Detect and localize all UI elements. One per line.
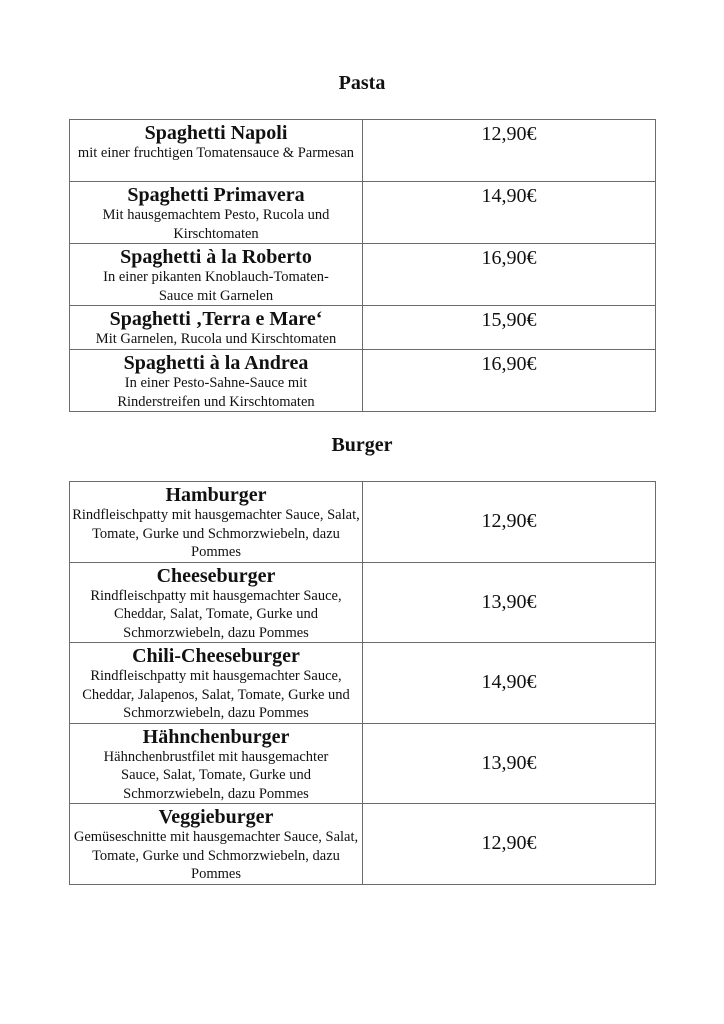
item-description: Hähnchenbrustfilet mit hausgemachter Sauce, Salat, Tomate, Gurke und Schmorzwiebeln, dazu Pommes xyxy=(103,748,329,802)
item-price: 15,90€ xyxy=(363,306,656,350)
item-name: Hamburger xyxy=(165,484,267,506)
item-price: 12,90€ xyxy=(363,120,656,182)
item-name: Cheeseburger xyxy=(156,564,276,587)
menu-row xyxy=(70,643,656,724)
item-name: Spaghetti Primavera xyxy=(127,184,305,206)
item-cell xyxy=(70,643,363,724)
menu-row xyxy=(70,306,656,350)
item-cell xyxy=(70,350,363,412)
menu-row xyxy=(70,723,656,804)
item-description: In einer pikanten Knoblauch-Tomaten-Sauce mit Garnelen xyxy=(103,269,329,304)
item-description: Rindfleischpatty mit hausgemachter Sauce, Salat, Tomate, Gurke und Schmorzwiebeln, dazu Pommes xyxy=(72,507,360,560)
item-cell xyxy=(70,562,363,643)
item-description: Mit hausgemachtem Pesto, Rucola und Kirschtomaten xyxy=(102,207,330,242)
item-name: Hähnchenburger xyxy=(142,725,290,748)
item-cell xyxy=(70,804,363,885)
item-cell xyxy=(70,244,363,306)
item-description: Rindfleischpatty mit hausgemachter Sauce, Cheddar, Jalapenos, Salat, Tomate, Gurke und Schmorzwiebeln, dazu Pommes xyxy=(82,668,350,721)
item-cell xyxy=(70,120,363,182)
item-price: 13,90€ xyxy=(363,562,656,643)
menu-row xyxy=(70,350,656,412)
menu-row xyxy=(70,182,656,244)
item-description: In einer Pesto-Sahne-Sauce mit Rinderstreifen und Kirschtomaten xyxy=(117,375,315,410)
item-name: Spaghetti ‚Terra e Mare‘ xyxy=(109,308,323,330)
section-title-pasta: Pasta xyxy=(338,72,386,94)
menu-row xyxy=(70,562,656,643)
menu-row xyxy=(70,244,656,306)
menu-row xyxy=(70,482,656,563)
item-cell xyxy=(70,482,363,563)
item-price: 12,90€ xyxy=(363,804,656,885)
item-description: mit einer fruchtigen Tomatensauce & Parmesan xyxy=(77,145,355,161)
item-cell xyxy=(70,182,363,244)
item-name: Spaghetti Napoli xyxy=(144,122,288,144)
item-name: Veggieburger xyxy=(158,806,274,828)
item-price: 14,90€ xyxy=(363,643,656,724)
item-description: Mit Garnelen, Rucola und Kirschtomaten xyxy=(95,331,337,347)
item-name: Spaghetti à la Roberto xyxy=(120,246,312,268)
item-price: 14,90€ xyxy=(363,182,656,244)
section-title-burger: Burger xyxy=(331,434,393,456)
item-cell xyxy=(70,723,363,804)
item-description: Gemüseschnitte mit hausgemachter Sauce, Salat, Tomate, Gurke und Schmorzwiebeln, dazu Pommes xyxy=(73,829,359,882)
pasta-menu-table xyxy=(69,119,656,412)
burger-menu-table xyxy=(69,481,656,885)
item-price: 12,90€ xyxy=(363,482,656,563)
item-price: 13,90€ xyxy=(363,723,656,804)
item-price: 16,90€ xyxy=(363,350,656,412)
item-description: Rindfleischpatty mit hausgemachter Sauce, Cheddar, Salat, Tomate, Gurke und Schmorzwiebeln, dazu Pommes xyxy=(90,587,342,641)
item-price: 16,90€ xyxy=(363,244,656,306)
item-name: Chili-Cheeseburger xyxy=(132,645,300,667)
menu-row xyxy=(70,120,656,182)
item-name: Spaghetti à la Andrea xyxy=(123,352,309,374)
item-cell xyxy=(70,306,363,350)
menu-row xyxy=(70,804,656,885)
